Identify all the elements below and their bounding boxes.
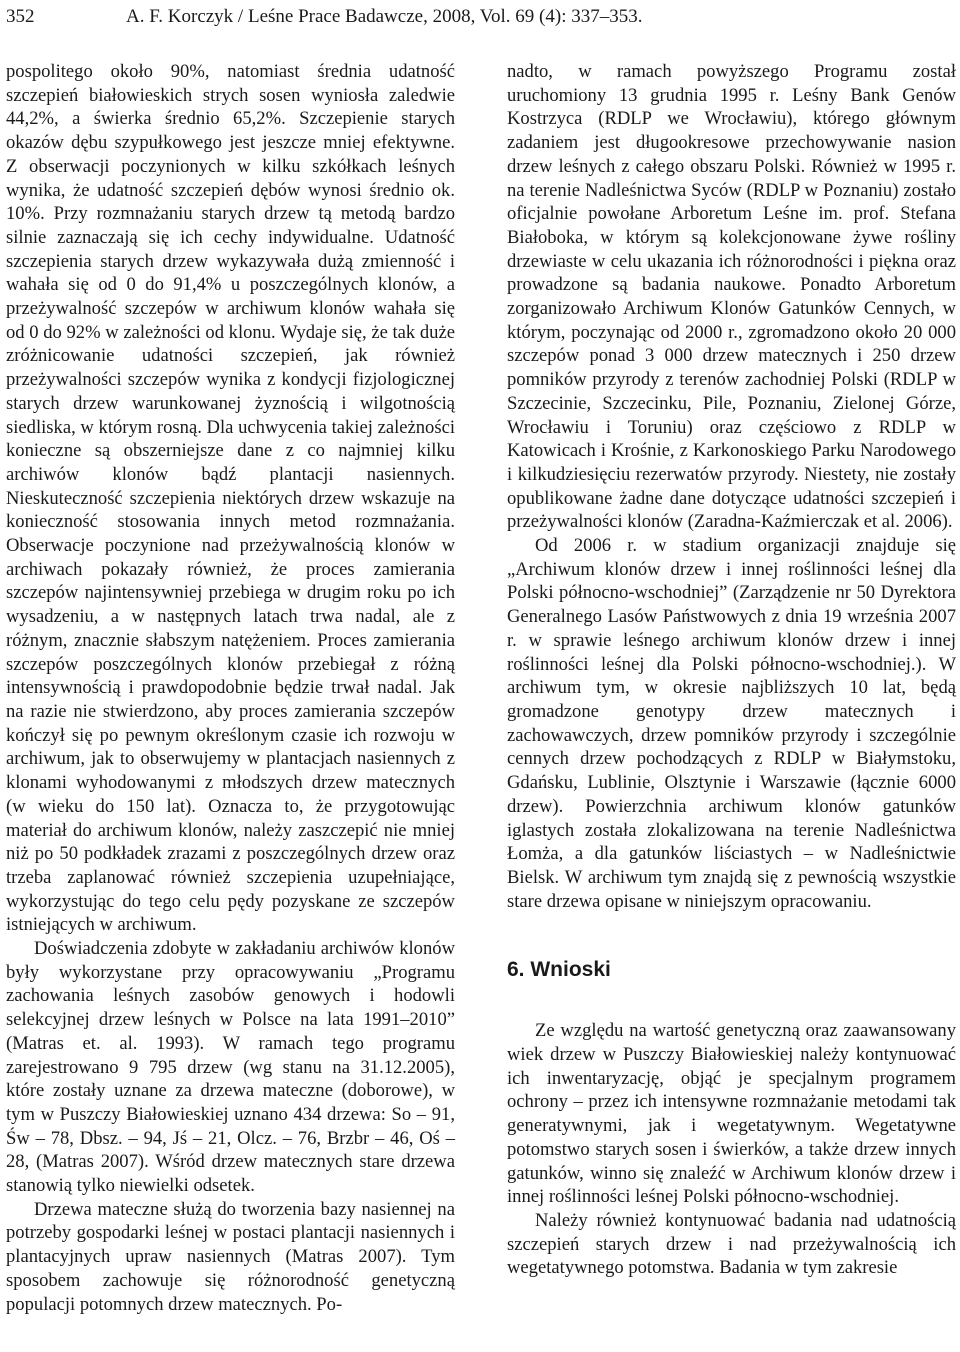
right-column [507,60,956,1280]
section-heading: 6. Wnioski [507,958,611,982]
body-paragraph: Doświadczenia zdobyte w zakładaniu archiwów klonów były wykorzystane przy opracowywaniu „Programu zachowania leśnych zasobów genowych i hodowli selekcyjnej drzew leśnych w Polsce na lata 1991–2010” (Matras et. al. 1993). W ramach tego programu zarejestrowano 9 795 drzew (wg stanu na 31.12.2005), które zostały uznane za drzewa mateczne (doborowe), w tym w Puszczy Białowieskiej uznano 434 drzewa: So – 91, Św – 78, Dbsz. – 94, Jś – 21, Olcz. – 76, Brzbr – 46, Oś – 28, (Matras 2007). Wśród drzew matecznych stare drzewa stanowią tylko niewielki odsetek. [6,938,455,1197]
body-paragraph: Należy również kontynuować badania nad udatnością szczepień starych drzew i nad przeżywalnością ich wegetatywnego potomstwa. Badania w tym zakresie [507,1209,956,1279]
body-paragraph: Od 2006 r. w stadium organizacji znajduje się „Archiwum klonów drzew i innej roślinności leśnej dla Polski północno-wschodniej” (Zarządzenie nr 50 Dyrektora Generalnego Lasów Państwowych z dnia 19 września 2007 r. w sprawie leśnego archiwum klonów drzew i innej roślinności leśnej dla Polski północno-wschodniej.). W archiwum tym, w okresie najbliższych 10 lat, będą gromadzone genotypy drzew matecznych i zachowawczych, drzew pomników przyrody i szczególnie cennych drzew pochodzących z RDLP w Białymstoku, Gdańsku, Lublinie, Olsztynie i Warszawie (łącznie 6000 drzew). Powierzchnia archiwum klonów gatunków iglastych została zlokalizowana na terenie Nadleśnictwa Łomża, a dla gatunków liściastych – w Nadleśnictwie Bielsk. W archiwum tym znajdą się z pewnością wszystkie stare drzewa opisane w niniejszym opracowaniu. [507,535,956,912]
body-paragraph: Ze względu na wartość genetyczną oraz zaawansowany wiek drzew w Puszczy Białowieskiej należy kontynuować ich inwentaryzację, objąć je specjalnym programem ochrony – przez ich intensywne rozmnażanie metodami tak generatywnymi, jak i wegetatywnym. Wegetatywne potomstwo starych sosen i świerków, a także drzew innych gatunków, winno się znaleźć w Archiwum klonów drzew i innej roślinności leśnej Polski północno-wschodniej. [507,1020,956,1208]
body-paragraph: Drzewa mateczne służą do tworzenia bazy nasiennej na potrzeby gospodarki leśnej w postaci plantacji nasiennych i plantacyjnych upraw nasiennych (Matras 2007). Tym sposobem zachowuje się różnorodność genetyczną populacji potomnych drzew matecznych. Po- [6,1198,455,1315]
page-number: 352 [6,6,35,27]
running-title: A. F. Korczyk / Leśne Prace Badawcze, 2008, Vol. 69 (4): 337–353. [126,6,643,27]
body-paragraph: pospolitego około 90%, natomiast średnia udatność szczepień białowieskich strych sosen wyniosła zaledwie 44,2%, a świerka średnio 65,2%. Szczepienie starych okazów dębu szypułkowego jest jeszcze mniej efektywne. Z obserwacji poczynionych w kilku szkółkach leśnych wynika, że udatność szczepień dębów wynosi średnio ok. 10%. Przy rozmnażaniu starych drzew tą metodą bardzo silnie zaznaczają się ich cechy indywidualne. Udatność szczepienia starych drzew wykazywała dużą zmienność i wahała się od 0 do 91,4% u poszczególnych klonów, a przeżywalność szczepów w archiwum klonów wahała się od 0 do 92% w zależności od klonu. Wydaje się, że tak duże zróżnicowanie udatności szczepień, jak również przeżywalności szczepów wynika z kondycji fizjologicznej starych drzew warunkowanej żyznością i wilgotnością siedliska, w którym rosną. Dla uchwycenia takiej zależności konieczne są obszerniejsze dane z co najmniej kilku archiwów klonów bądź plantacji nasiennych. Nieskuteczność szczepienia niektórych drzew wskazuje na konieczność stosowania innych metod rozmnażania. Obserwacje poczynione nad przeżywalnością klonów w archiwach pokazały również, że proces zamierania szczepów najintensywniej przebiega w drugim roku po ich wysadzeniu, a w następnych latach trwa nadal, ale z różnym, znacznie słabszym natężeniem. Proces zamierania szczepów poszczególnych klonów przebiegał z różną intensywnością i prawdopodobnie będzie trwał nadal. Jak na razie nie stwierdzono, aby proces zamierania szczepów kończył się po pewnym określonym czasie ich rozwoju w archiwum, jak to obserwujemy w plantacjach nasiennych z klonami wyhodowanymi z młodszych drzew matecznych (w wieku do 150 lat). Oznacza to, że przygotowując materiał do archiwum klonów, należy zaszczepić nie mniej niż po 50 podkładek zrazami z poszczególnych drzew oraz trzeba zaplanować również szczepienia uzupełniające, wykorzystując do tego celu pędy pozyskane ze szczepów istniejących w archiwum. [6,61,455,936]
left-column [6,60,455,1316]
running-header [6,4,950,30]
body-paragraph: nadto, w ramach powyższego Programu został uruchomiony 13 grudnia 1995 r. Leśny Bank Genów Kostrzyca (RDLP we Wrocławiu), którego głównym zadaniem jest długookresowe przechowywanie nasion drzew leśnych z całego obszaru Polski. Również w 1995 r. na terenie Nadleśnictwa Syców (RDLP w Poznaniu) zostało oficjalnie powołane Arboretum Leśne im. prof. Stefana Białoboka, w którym są kolekcjonowane żywe rośliny drzewiaste w celu ukazania ich różnorodności i piękna oraz prowadzone są badania naukowe. Ponadto Arboretum zorganizowało Archiwum Klonów Gatunków Cennych, w którym, poczynając od 2000 r., zgromadzono około 20 000 szczepów ponad 3 000 drzew matecznych i 250 drzew pomników przyrody z terenów zachodniej Polski (RDLP w Szczecinie, Szczecinku, Pile, Poznaniu, Zielonej Górze, Wrocławiu i Toruniu) oraz częściowo z RDLP w Katowicach i Krośnie, z Karkonoskiego Parku Narodowego i kilkudziesięciu rezerwatów przyrody. Niestety, nie zostały opublikowane żadne dane dotyczące udatności szczepień i przeżywalności klonów (Zaradna-Kaźmierczak et al. 2006). [507,61,956,533]
